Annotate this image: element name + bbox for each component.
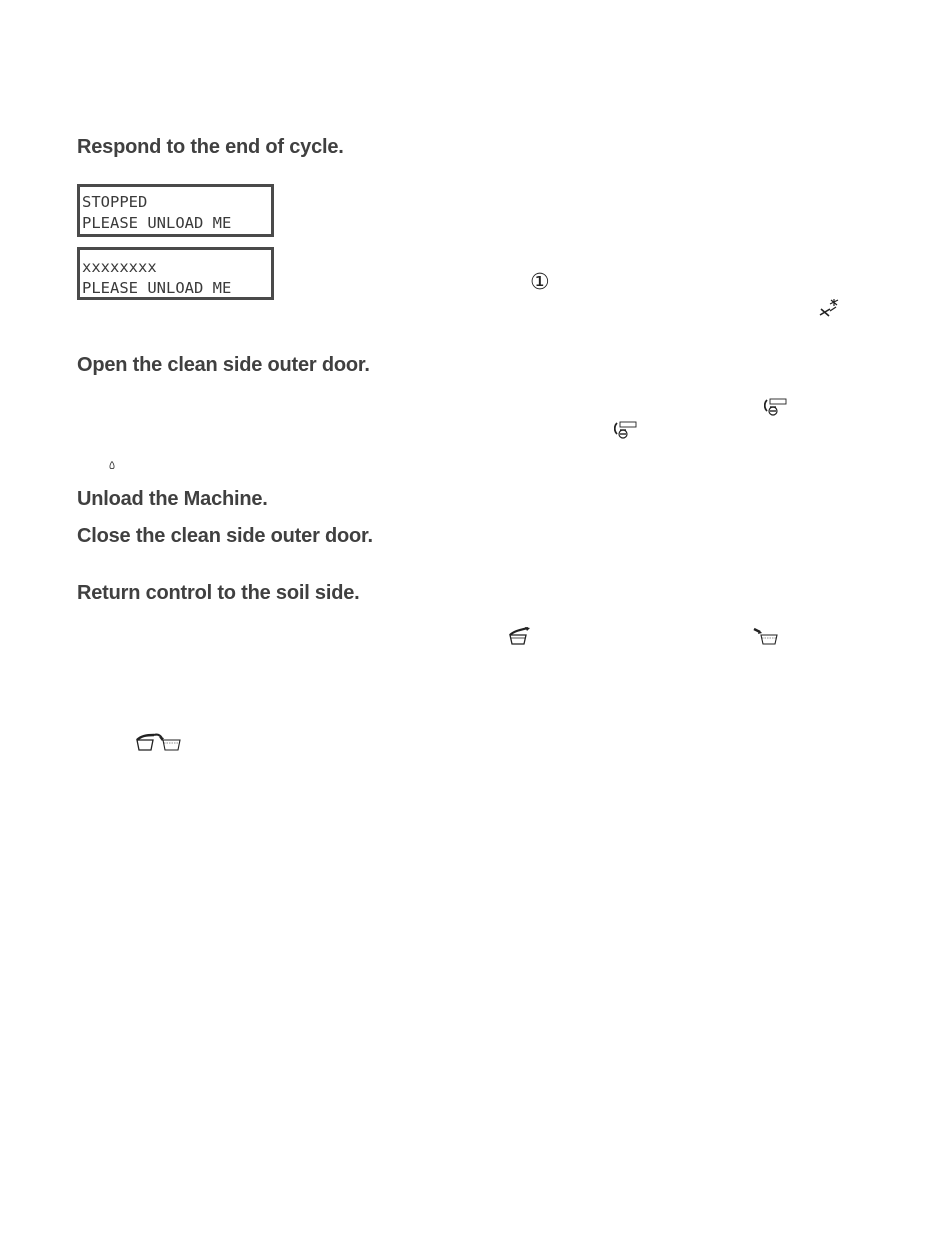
door-switch-icon	[764, 398, 788, 418]
door-switch-icon	[614, 421, 638, 441]
display-line-1: xxxxxxxx	[82, 258, 157, 276]
clean-side-unload-icon	[752, 627, 778, 647]
circled-one-icon: ①	[530, 270, 550, 295]
heading-return-control-soil-side: Return control to the soil side.	[77, 582, 360, 604]
small-drop-icon	[109, 461, 115, 470]
heading-open-clean-side-door: Open the clean side outer door.	[77, 354, 370, 376]
display-stopped	[77, 184, 274, 237]
display-unload	[77, 247, 274, 300]
soil-side-load-icon	[508, 627, 532, 647]
signal-off-icon	[818, 297, 842, 319]
display-line-1: STOPPED	[82, 193, 148, 211]
display-line-2: PLEASE UNLOAD ME	[82, 279, 232, 297]
display-line-2: PLEASE UNLOAD ME	[82, 214, 232, 232]
transfer-control-icon	[136, 731, 182, 753]
heading-close-clean-side-door: Close the clean side outer door.	[77, 525, 373, 547]
heading-respond-end-of-cycle: Respond to the end of cycle.	[77, 136, 344, 158]
heading-unload-machine: Unload the Machine.	[77, 488, 268, 510]
